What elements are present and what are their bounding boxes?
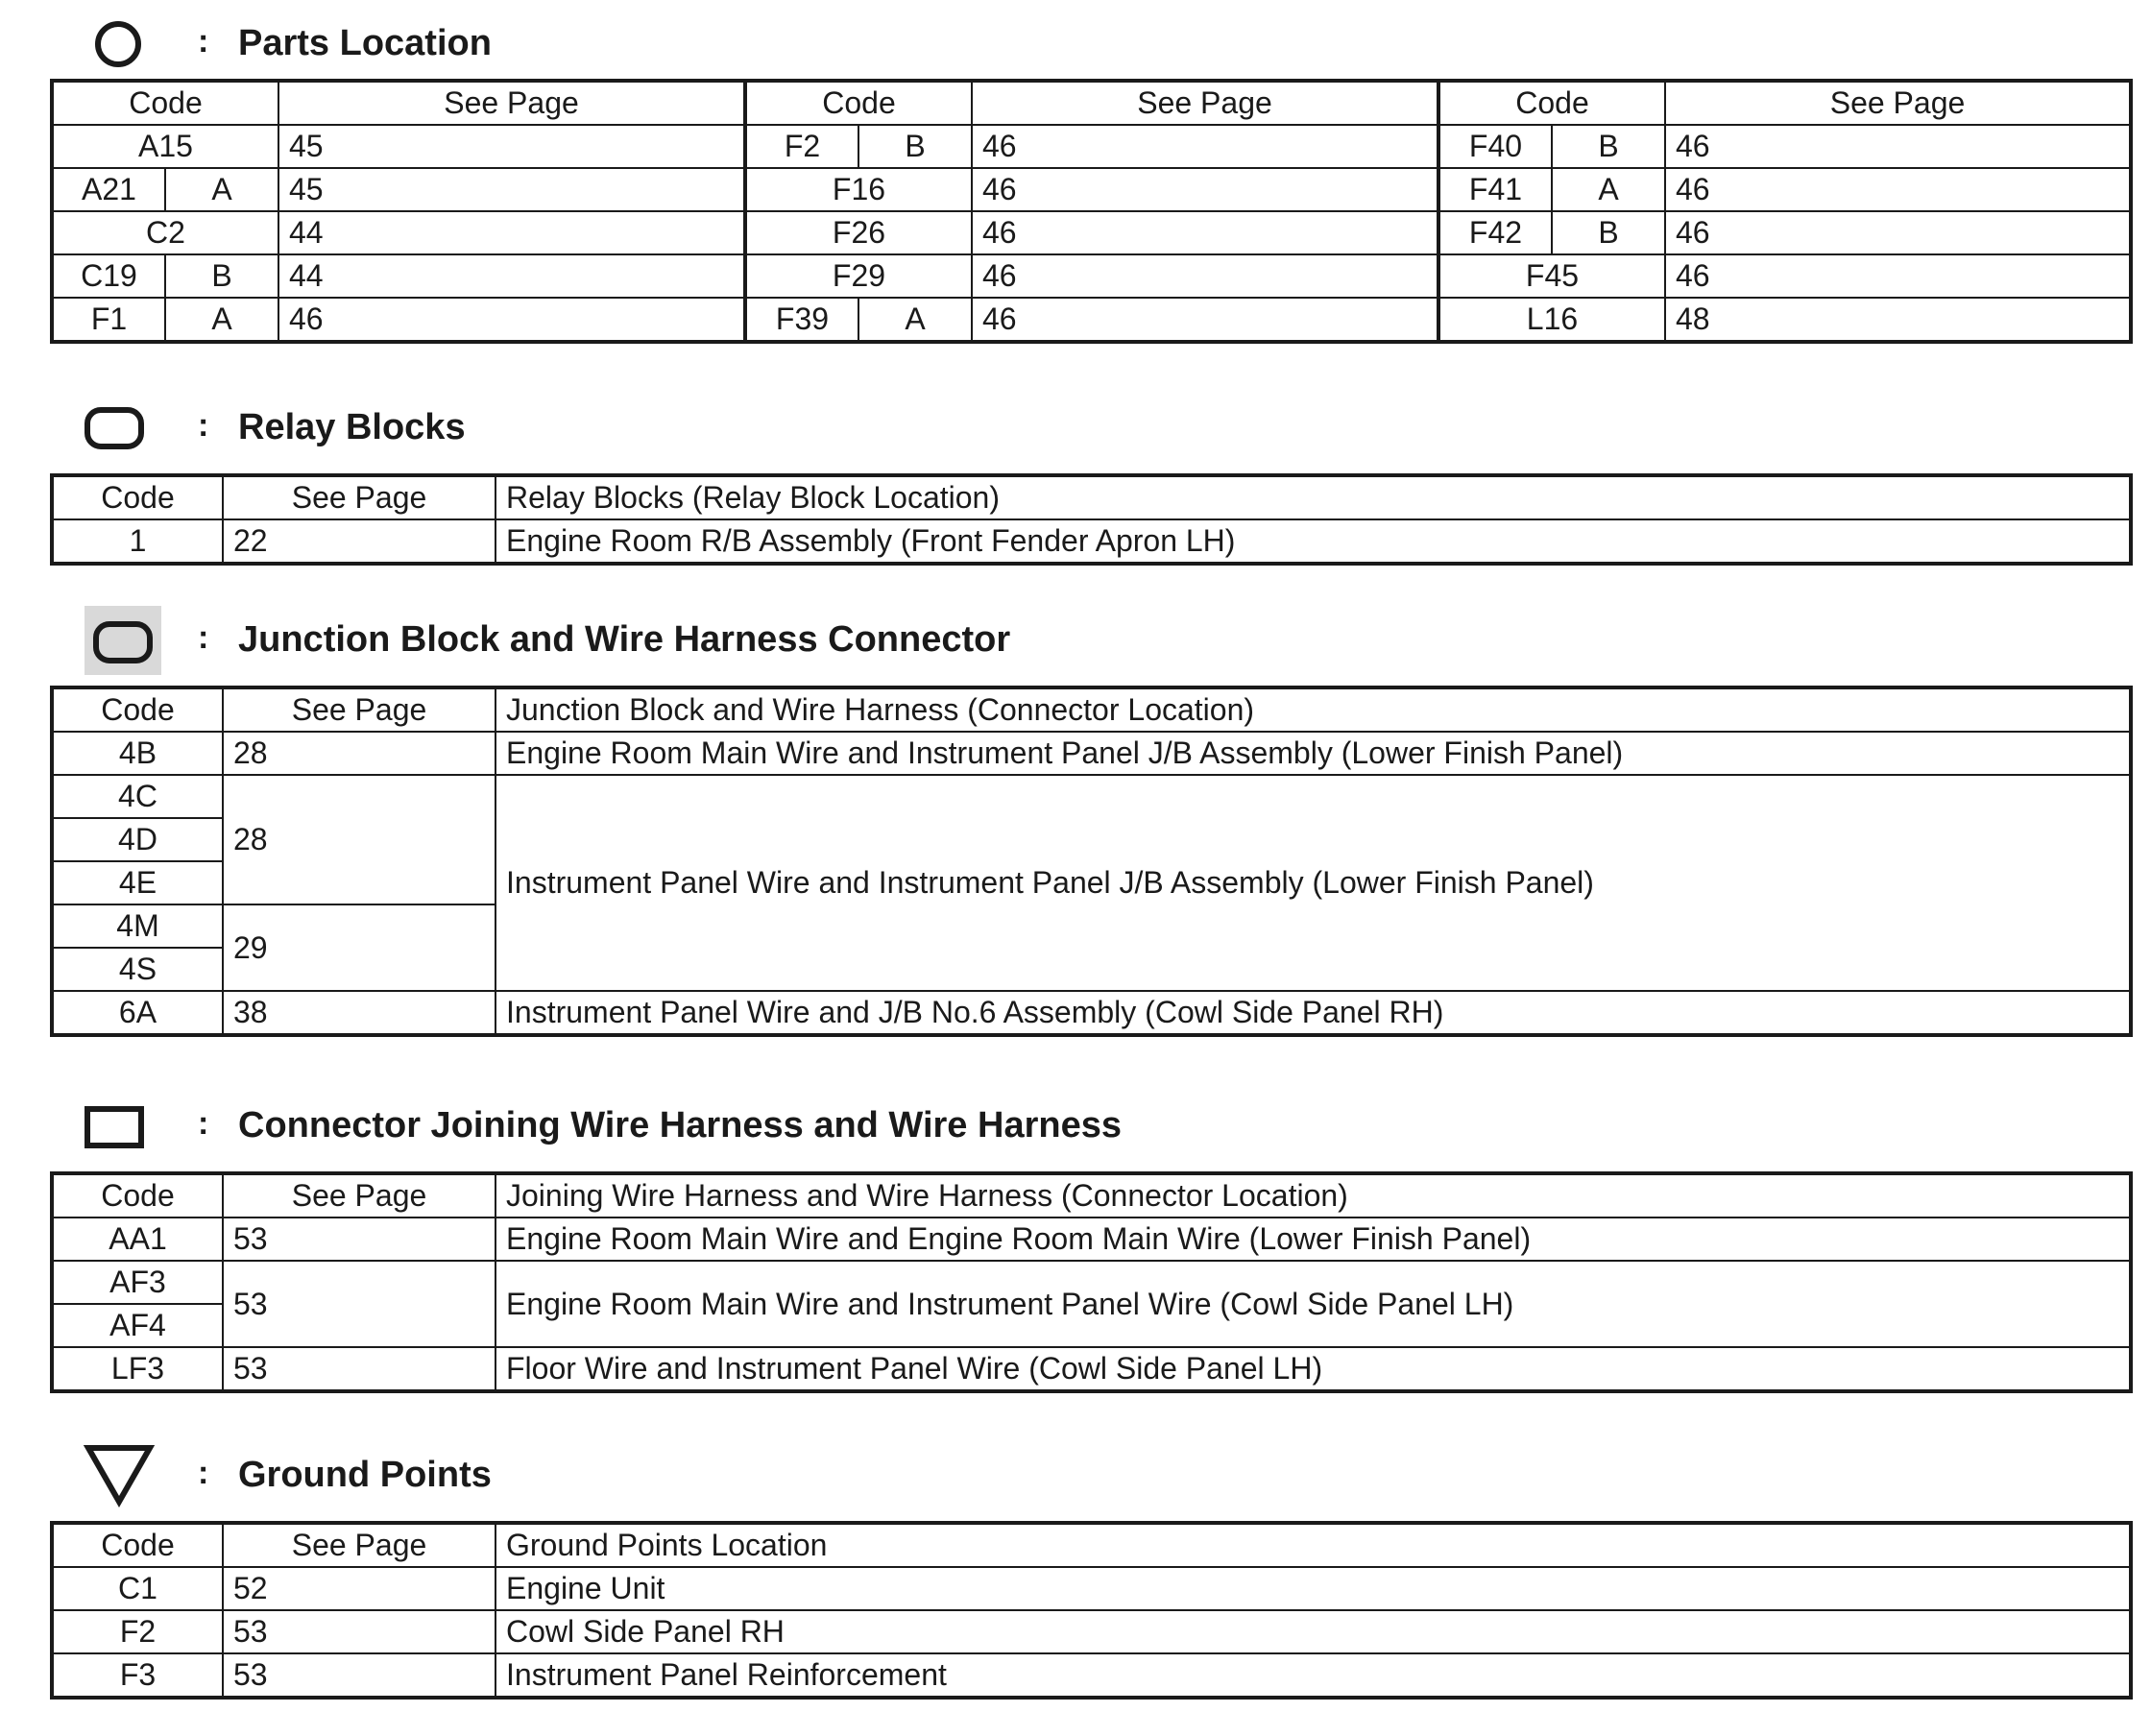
page-cell: 29 (223, 904, 495, 991)
page-cell: 46 (972, 211, 1438, 254)
sub-code-cell: A (165, 298, 278, 342)
header-see-page: See Page (972, 81, 1438, 125)
circle-icon (83, 6, 165, 83)
heading-colon: : (198, 407, 209, 444)
page-cell: 53 (223, 1218, 495, 1261)
table-row (52, 519, 2131, 564)
header-see-page: See Page (223, 475, 495, 519)
code-cell: 4E (52, 861, 223, 904)
description-cell: Instrument Panel Wire and Instrument Panel J/B Assembly (Lower Finish Panel) (495, 775, 2131, 991)
code-cell: F40 (1438, 125, 1552, 168)
page-cell: 45 (278, 168, 745, 211)
page-cell: 46 (972, 125, 1438, 168)
code-cell: 6A (52, 991, 223, 1035)
code-cell: C1 (52, 1567, 223, 1610)
junction-block-table (50, 686, 2133, 1037)
rounded-rectangle-icon (83, 390, 165, 467)
table-header-row (52, 1173, 2131, 1218)
table-row (52, 298, 2131, 342)
page-cell: 22 (223, 519, 495, 564)
code-cell: A15 (52, 125, 278, 168)
page-cell: 46 (1665, 211, 2131, 254)
header-see-page: See Page (223, 687, 495, 732)
code-cell: F45 (1438, 254, 1665, 298)
header-code: Code (52, 81, 278, 125)
code-cell: 4D (52, 818, 223, 861)
triangle-down-icon (83, 1437, 165, 1514)
code-cell: F42 (1438, 211, 1552, 254)
table-row (52, 775, 2131, 818)
rectangle-icon (83, 1088, 165, 1165)
header-description: Junction Block and Wire Harness (Connector Location) (495, 687, 2131, 732)
table-row (52, 991, 2131, 1035)
code-cell: 4M (52, 904, 223, 948)
page-cell: 46 (1665, 168, 2131, 211)
header-code: Code (52, 475, 223, 519)
table-header-row (52, 1523, 2131, 1567)
table-row (52, 1347, 2131, 1391)
section-title: Relay Blocks (238, 407, 466, 447)
code-cell: F29 (745, 254, 972, 298)
table-row (52, 1653, 2131, 1698)
sub-code-cell: A (1552, 168, 1665, 211)
description-cell: Engine Room Main Wire and Instrument Panel Wire (Cowl Side Panel LH) (495, 1261, 2131, 1347)
header-code: Code (52, 1173, 223, 1218)
code-cell: L16 (1438, 298, 1665, 342)
description-cell: Instrument Panel Wire and J/B No.6 Assembly (Cowl Side Panel RH) (495, 991, 2131, 1035)
code-cell: AF3 (52, 1261, 223, 1304)
description-cell: Engine Room R/B Assembly (Front Fender Apron LH) (495, 519, 2131, 564)
page-cell: 52 (223, 1567, 495, 1610)
header-see-page: See Page (278, 81, 745, 125)
sub-code-cell: B (1552, 125, 1665, 168)
page-cell: 53 (223, 1347, 495, 1391)
section-title: Junction Block and Wire Harness Connector (238, 619, 1011, 660)
table-row (52, 211, 2131, 254)
page-cell: 45 (278, 125, 745, 168)
code-cell: AA1 (52, 1218, 223, 1261)
code-cell: C19 (52, 254, 165, 298)
table-row (52, 1567, 2131, 1610)
heading-colon: : (198, 1455, 209, 1491)
description-cell: Engine Room Main Wire and Engine Room Main Wire (Lower Finish Panel) (495, 1218, 2131, 1261)
table-header-row (52, 475, 2131, 519)
table-row (52, 1218, 2131, 1261)
sub-code-cell: A (165, 168, 278, 211)
table-row (52, 125, 2131, 168)
header-description: Joining Wire Harness and Wire Harness (Connector Location) (495, 1173, 2131, 1218)
relay-blocks-table (50, 473, 2133, 566)
heading-colon: : (198, 1105, 209, 1142)
table-row (52, 1610, 2131, 1653)
code-cell: F2 (52, 1610, 223, 1653)
shaded-rounded-rectangle-icon (83, 602, 165, 679)
table-row (52, 168, 2131, 211)
description-cell: Engine Room Main Wire and Instrument Panel J/B Assembly (Lower Finish Panel) (495, 732, 2131, 775)
code-cell: F2 (745, 125, 858, 168)
page-cell: 28 (223, 775, 495, 904)
table-row (52, 254, 2131, 298)
code-cell: LF3 (52, 1347, 223, 1391)
code-cell: 4B (52, 732, 223, 775)
header-code: Code (52, 1523, 223, 1567)
page-cell: 46 (278, 298, 745, 342)
code-cell: AF4 (52, 1304, 223, 1347)
section-title: Ground Points (238, 1455, 492, 1495)
description-cell: Engine Unit (495, 1567, 2131, 1610)
sub-code-cell: B (1552, 211, 1665, 254)
code-cell: C2 (52, 211, 278, 254)
table-header-row (52, 687, 2131, 732)
page-cell: 44 (278, 211, 745, 254)
header-code: Code (745, 81, 972, 125)
page-cell: 48 (1665, 298, 2131, 342)
connector-joining-table (50, 1171, 2133, 1393)
page-cell: 53 (223, 1261, 495, 1347)
page-cell: 38 (223, 991, 495, 1035)
page-cell: 53 (223, 1610, 495, 1653)
description-cell: Floor Wire and Instrument Panel Wire (Cowl Side Panel LH) (495, 1347, 2131, 1391)
table-row (52, 732, 2131, 775)
page-cell: 53 (223, 1653, 495, 1698)
page-cell: 44 (278, 254, 745, 298)
code-cell: F39 (745, 298, 858, 342)
header-description: Ground Points Location (495, 1523, 2131, 1567)
header-see-page: See Page (1665, 81, 2131, 125)
header-code: Code (1438, 81, 1665, 125)
header-see-page: See Page (223, 1523, 495, 1567)
code-cell: F41 (1438, 168, 1552, 211)
code-cell: 4S (52, 948, 223, 991)
code-cell: F16 (745, 168, 972, 211)
page-cell: 46 (972, 254, 1438, 298)
sub-code-cell: B (165, 254, 278, 298)
section-title: Parts Location (238, 23, 492, 63)
page-cell: 46 (1665, 254, 2131, 298)
page-cell: 46 (972, 298, 1438, 342)
page-cell: 46 (972, 168, 1438, 211)
ground-points-table (50, 1521, 2133, 1700)
table-row (52, 1261, 2131, 1304)
page-cell: 28 (223, 732, 495, 775)
code-cell: 1 (52, 519, 223, 564)
heading-colon: : (198, 619, 209, 656)
parts-location-table (50, 79, 2133, 344)
sub-code-cell: B (858, 125, 972, 168)
page-cell: 46 (1665, 125, 2131, 168)
code-cell: 4C (52, 775, 223, 818)
code-cell: F26 (745, 211, 972, 254)
table-header-row (52, 81, 2131, 125)
header-code: Code (52, 687, 223, 732)
code-cell: A21 (52, 168, 165, 211)
heading-colon: : (198, 23, 209, 60)
header-description: Relay Blocks (Relay Block Location) (495, 475, 2131, 519)
code-cell: F1 (52, 298, 165, 342)
header-see-page: See Page (223, 1173, 495, 1218)
code-cell: F3 (52, 1653, 223, 1698)
sub-code-cell: A (858, 298, 972, 342)
description-cell: Instrument Panel Reinforcement (495, 1653, 2131, 1698)
section-title: Connector Joining Wire Harness and Wire Harness (238, 1105, 1122, 1145)
description-cell: Cowl Side Panel RH (495, 1610, 2131, 1653)
